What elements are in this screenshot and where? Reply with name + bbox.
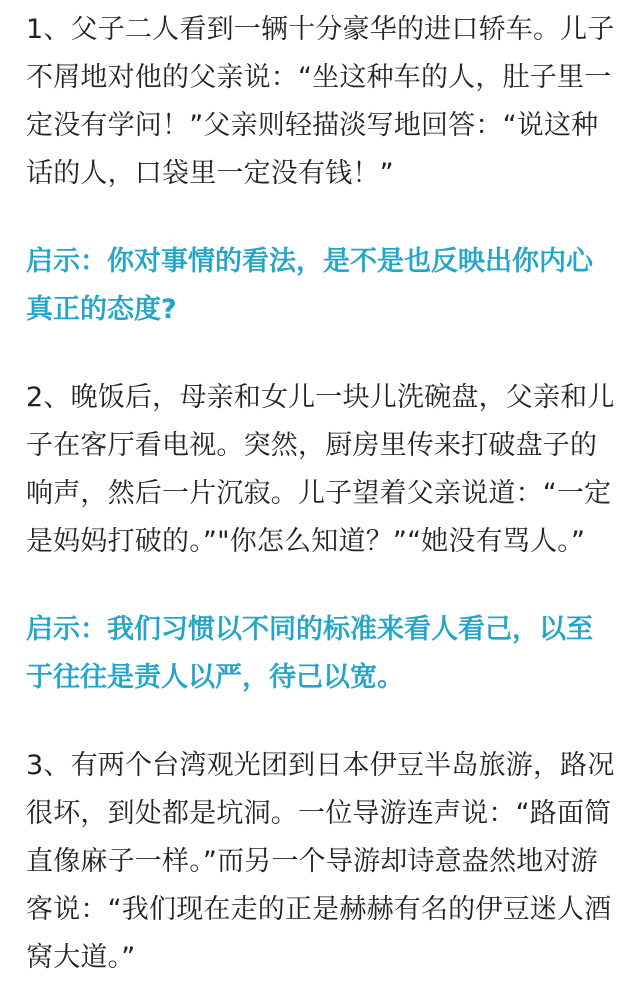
story-line: 2、晚饭后，母亲和女儿一块儿洗碗盘，父亲和儿 — [26, 382, 615, 413]
story-line: 直像麻子一样。”而另一个导游却诗意盎然地对游 — [26, 846, 598, 877]
paragraph-spacer — [26, 702, 622, 742]
lesson-1 — [26, 238, 622, 334]
paragraph-spacer — [26, 198, 622, 238]
paragraph-spacer — [26, 334, 622, 374]
story-line: 子在客厅看电视。突然，厨房里传来打破盘子的 — [26, 430, 598, 461]
story-3 — [26, 742, 622, 982]
story-1 — [26, 6, 622, 198]
paragraph-spacer — [26, 566, 622, 606]
story-line: 响声，然后一片沉寂。儿子望着父亲说道：“一定 — [26, 478, 612, 509]
lesson-line: 于往往是责人以严，待己以宽。 — [26, 662, 404, 693]
lesson-line: 启示：你对事情的看法，是不是也反映出你内心 — [26, 246, 593, 277]
story-line: 客说：“我们现在走的正是赫赫有名的伊豆迷人酒 — [26, 894, 612, 925]
story-line: 1、父子二人看到一辆十分豪华的进口轿车。儿子 — [26, 14, 615, 45]
story-line: 3、有两个台湾观光团到日本伊豆半岛旅游，路况 — [26, 750, 615, 781]
lesson-line: 真正的态度? — [26, 294, 177, 325]
lesson-line: 启示：我们习惯以不同的标准来看人看己，以至 — [26, 614, 593, 645]
story-line: 不屑地对他的父亲说：“坐这种车的人，肚子里一 — [26, 62, 612, 93]
lesson-2 — [26, 606, 622, 702]
story-line: 是妈妈打破的。”"你怎么知道？”“她没有骂人。” — [26, 526, 586, 557]
story-line: 窝大道。” — [26, 942, 136, 973]
story-2 — [26, 374, 622, 566]
story-line: 定没有学问！”父亲则轻描淡写地回答：“说这种 — [26, 110, 599, 141]
story-line: 话的人，口袋里一定没有钱！” — [26, 158, 394, 189]
story-line: 很坏，到处都是坑洞。一位导游连声说：“路面简 — [26, 798, 612, 829]
